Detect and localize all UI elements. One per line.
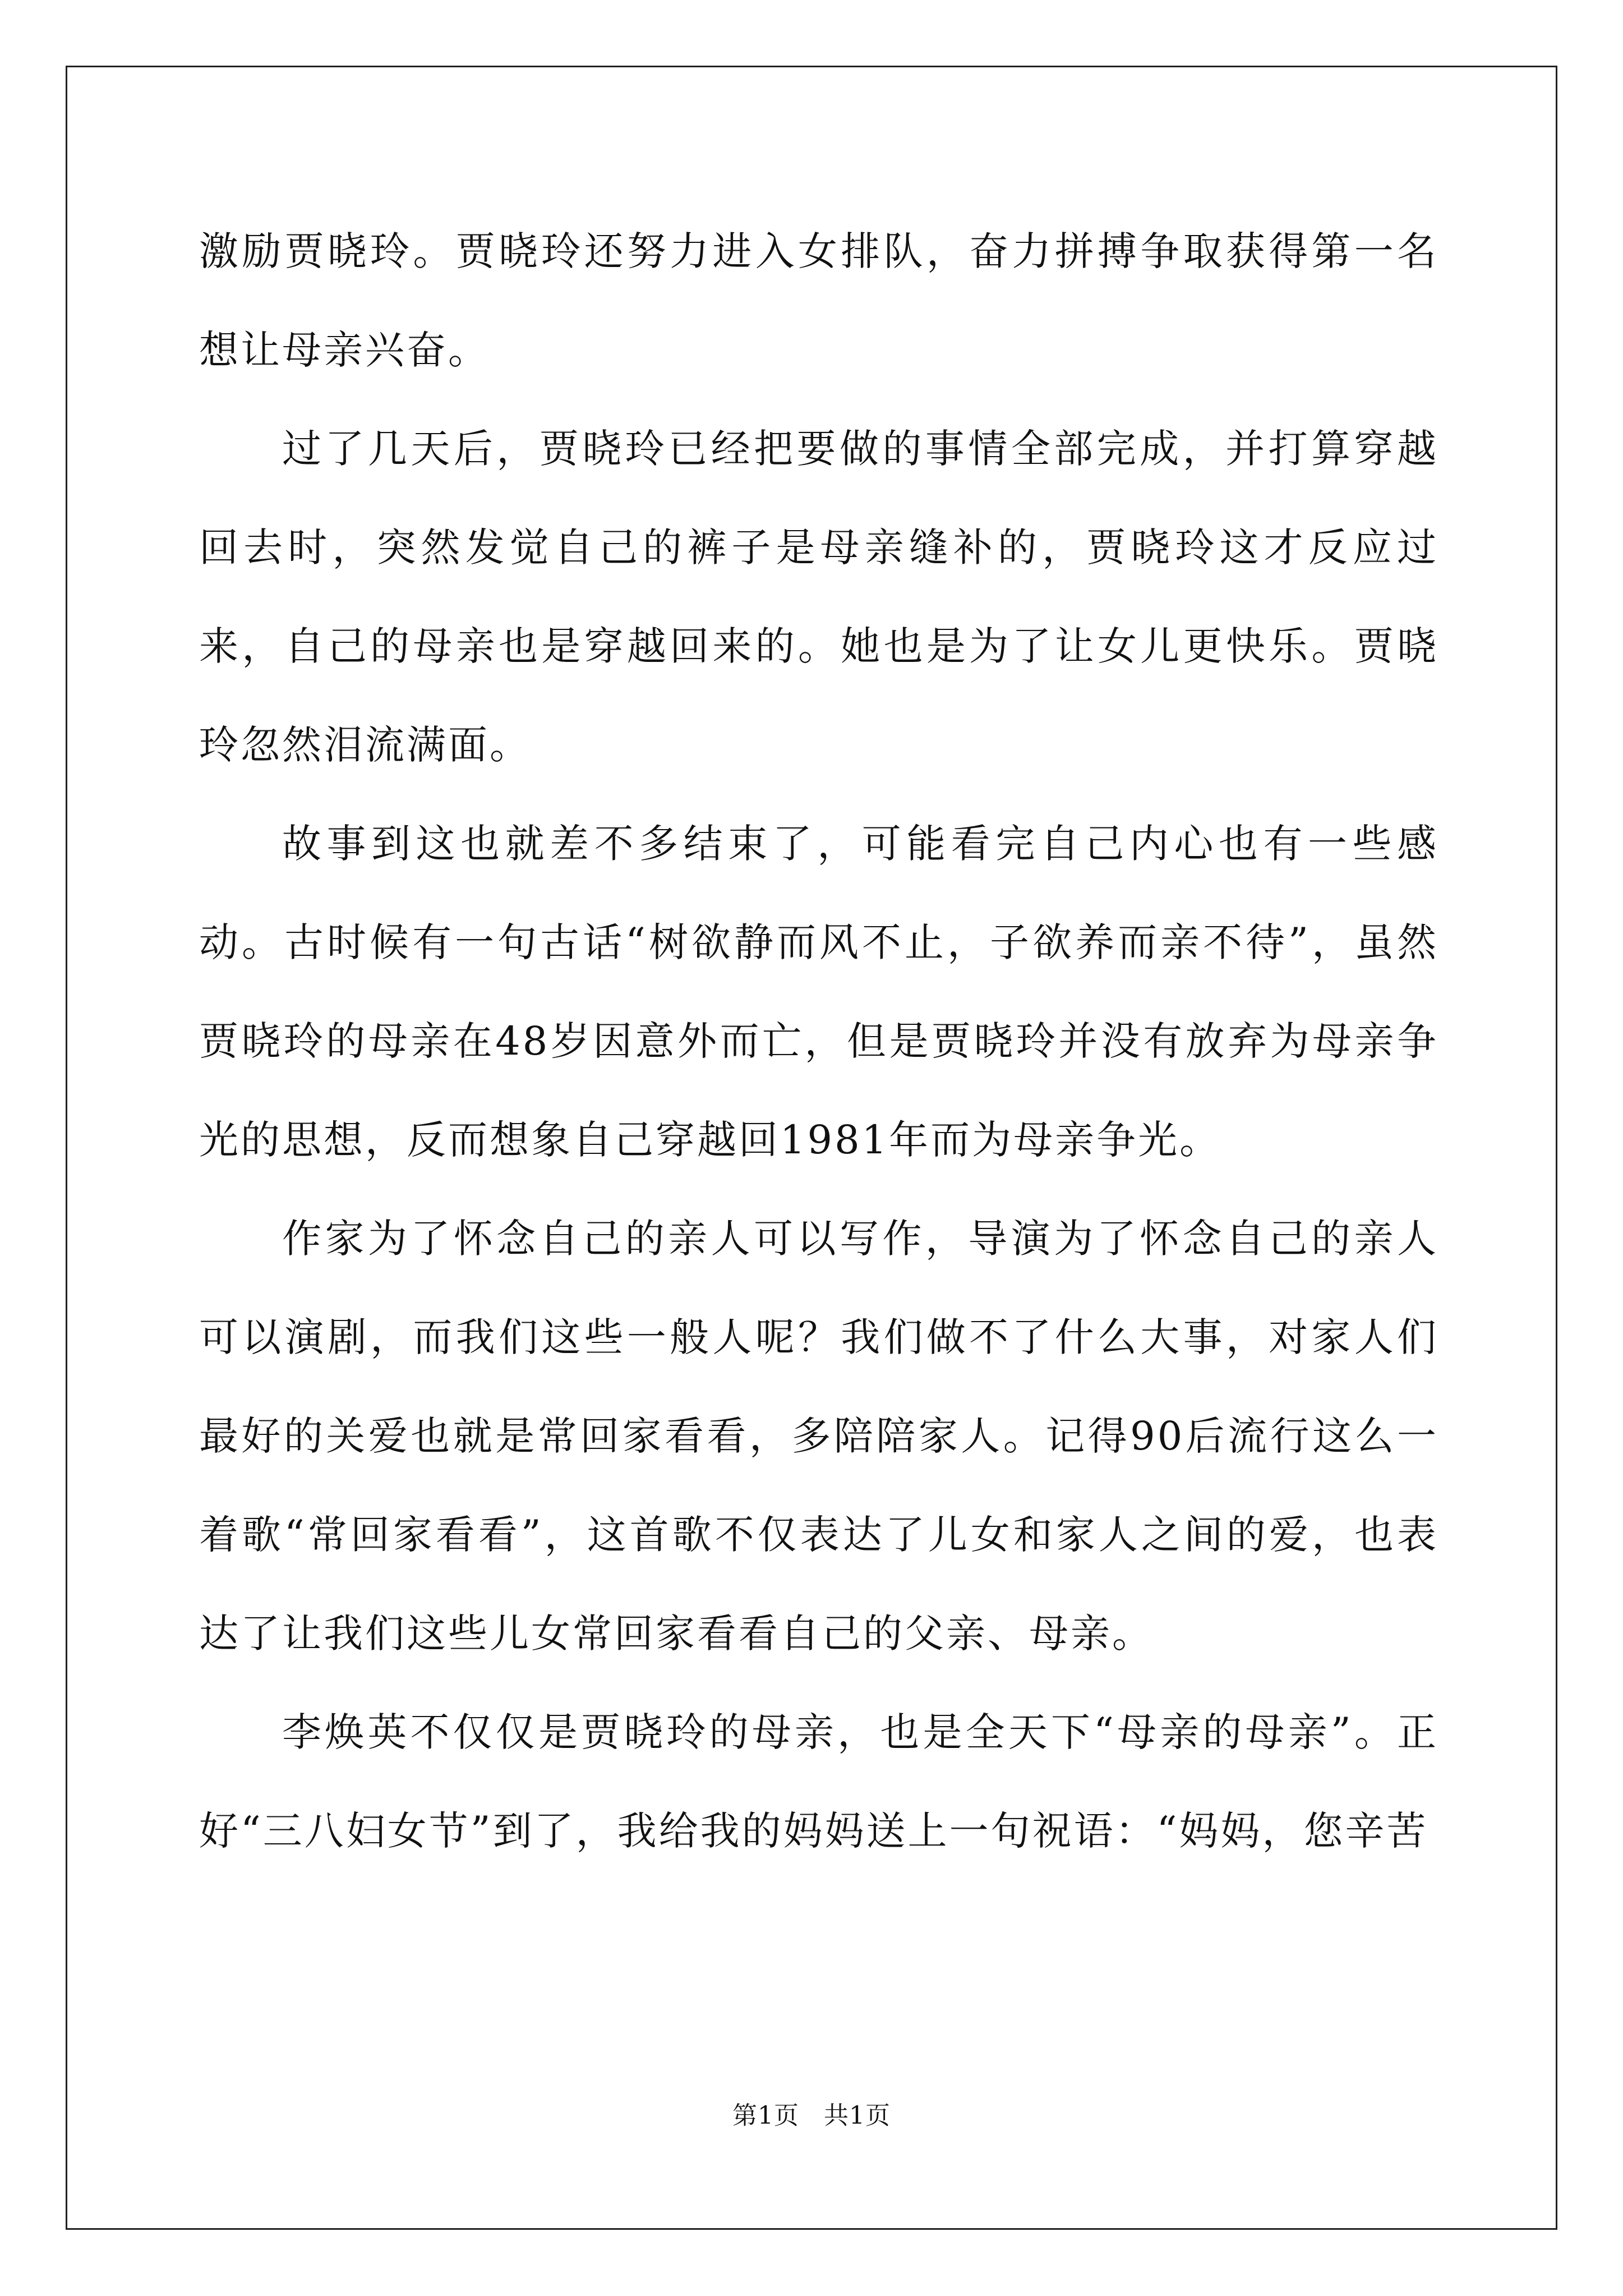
paragraph: 故事到这也就差不多结束了，可能看完自己内心也有一些感动。古时候有一句古话“树欲静而风不止，子欲养而亲不待”，虽然贾晓玲的母亲在48岁因意外而亡，但是贾晓玲并没有放弃为母亲争光的思想，反而想象自己穿越回1981年而为母亲争光。 [199, 821, 1438, 1163]
paragraph: 李焕英不仅仅是贾晓玲的母亲，也是全天下“母亲的母亲”。正好“三八妇女节”到了，我给我的妈妈送上一句祝语：“妈妈，您辛苦 [199, 1709, 1438, 1854]
paragraph: 激励贾晓玲。贾晓玲还努力进入女排队，奋力拼搏争取获得第一名想让母亲兴奋。 [199, 228, 1438, 373]
document-body [199, 202, 1438, 1880]
paragraph: 过了几天后，贾晓玲已经把要做的事情全部完成，并打算穿越回去时，突然发觉自己的裤子是母亲缝补的，贾晓玲这才反应过来，自己的母亲也是穿越回来的。她也是为了让女儿更快乐。贾晓玲忽然泪流满面。 [199, 426, 1438, 768]
page-number: 第1页 [732, 2101, 799, 2130]
paragraph: 作家为了怀念自己的亲人可以写作，导演为了怀念自己的亲人可以演剧，而我们这些一般人呢？我们做不了什么大事，对家人们最好的关爱也就是常回家看看，多陪陪家人。记得90后流行这么一着歌“常回家看看”，这首歌不仅表达了儿女和家人之间的爱，也表达了让我们这些儿女常回家看看自己的父亲、母亲。 [199, 1216, 1438, 1657]
page-total: 共1页 [824, 2101, 891, 2130]
page-footer [0, 2099, 1623, 2133]
